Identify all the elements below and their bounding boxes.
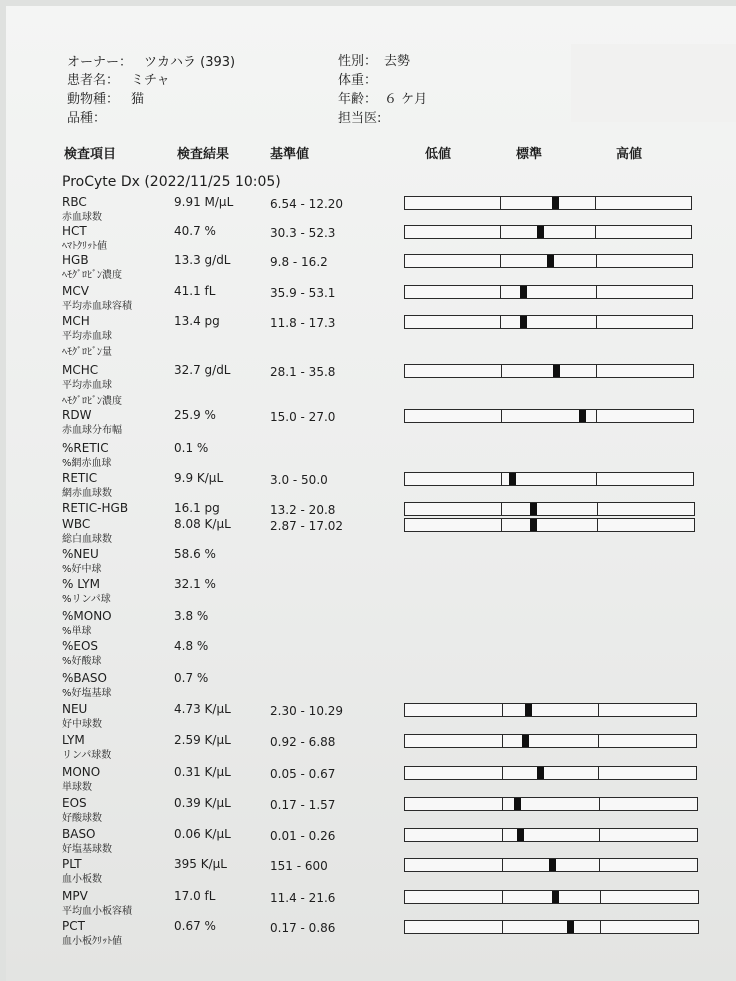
row-result: 0.31 K/µL: [174, 765, 231, 779]
range-bar: [404, 518, 695, 532]
range-bar: [404, 734, 697, 748]
range-bar: [404, 797, 698, 811]
doctor-label: 担当医:: [338, 111, 382, 126]
column-high: 高値: [616, 147, 643, 162]
row-code: HCT: [62, 224, 87, 238]
range-divider: [596, 286, 597, 298]
row-result: 32.1 %: [174, 577, 216, 591]
range-divider: [596, 255, 597, 267]
range-divider: [595, 226, 596, 238]
row-result: 58.6 %: [174, 547, 216, 561]
species-value: 猫: [131, 92, 145, 107]
range-marker: [520, 316, 527, 328]
row-name: ﾍﾓｸﾞﾛﾋﾞﾝ量: [62, 347, 112, 358]
sex-label: 性別：: [338, 54, 378, 69]
row-result: 0.7 %: [174, 671, 209, 685]
column-normal: 標準: [516, 147, 543, 162]
range-divider: [595, 197, 596, 209]
row-code: % LYM: [62, 577, 100, 591]
row-code: EOS: [62, 796, 87, 810]
range-bar: [404, 315, 693, 329]
row-result: 25.9 %: [174, 408, 216, 422]
row-range: 2.30 - 10.29: [270, 704, 344, 718]
range-bar: [404, 196, 692, 210]
row-result: 9.9 K/µL: [174, 471, 224, 485]
range-divider: [599, 859, 600, 871]
row-code: MCH: [62, 314, 90, 328]
row-code: RETIC-HGB: [62, 501, 129, 515]
range-divider: [502, 859, 503, 871]
row-name: 赤血球数: [62, 212, 102, 223]
range-bar: [404, 225, 692, 239]
range-marker: [520, 286, 527, 298]
row-name: %好酸球: [62, 656, 102, 667]
row-result: 2.59 K/µL: [174, 733, 231, 747]
row-code: BASO: [62, 827, 96, 841]
range-divider: [501, 503, 502, 515]
range-divider: [596, 365, 597, 377]
row-result: 4.73 K/µL: [174, 702, 231, 716]
row-result: 9.91 M/µL: [174, 195, 234, 209]
row-range: 30.3 - 52.3: [270, 226, 336, 240]
row-range: 151 - 600: [270, 859, 328, 873]
range-marker: [517, 829, 524, 841]
range-divider: [598, 735, 599, 747]
row-code: RBC: [62, 195, 87, 209]
row-result: 32.7 g/dL: [174, 363, 231, 377]
species-label: 動物種：: [67, 92, 120, 107]
row-code: %EOS: [62, 639, 99, 653]
range-divider: [597, 503, 598, 515]
row-code: MPV: [62, 889, 88, 903]
range-bar: [404, 766, 697, 780]
row-range: 0.92 - 6.88: [270, 735, 336, 749]
range-marker: [537, 226, 544, 238]
row-code: PCT: [62, 919, 85, 933]
range-divider: [596, 410, 597, 422]
owner-value: ツカハラ (393): [144, 55, 236, 70]
row-name: ﾍﾓｸﾞﾛﾋﾞﾝ濃度: [62, 396, 122, 407]
range-marker: [514, 798, 521, 810]
row-result: 16.1 pg: [174, 501, 220, 515]
column-result: 検査結果: [177, 147, 230, 162]
range-divider: [598, 767, 599, 779]
row-name: 好塩基球数: [62, 844, 112, 855]
row-result: 8.08 K/µL: [174, 517, 231, 531]
row-range: 3.0 - 50.0: [270, 473, 328, 487]
range-bar: [404, 703, 697, 717]
range-marker: [522, 735, 529, 747]
range-divider: [502, 767, 503, 779]
range-divider: [500, 197, 501, 209]
range-bar: [404, 254, 693, 268]
row-code: %MONO: [62, 609, 112, 623]
row-result: 3.8 %: [174, 609, 209, 623]
row-name: 平均赤血球: [62, 331, 112, 342]
column-item: 検査項目: [64, 147, 117, 162]
row-code: MCHC: [62, 363, 99, 377]
range-marker: [537, 767, 544, 779]
row-code: %NEU: [62, 547, 99, 561]
row-result: 4.8 %: [174, 639, 209, 653]
row-name: 平均赤血球容積: [62, 301, 132, 312]
row-range: 6.54 - 12.20: [270, 197, 344, 211]
row-code: HGB: [62, 253, 89, 267]
range-divider: [596, 473, 597, 485]
row-name: ﾍﾏﾄｸﾘｯﾄ値: [62, 241, 107, 252]
range-divider: [597, 519, 598, 531]
row-result: 41.1 fL: [174, 284, 216, 298]
row-code: RDW: [62, 408, 92, 422]
row-name: 赤血球分布幅: [62, 425, 122, 436]
range-marker: [549, 859, 556, 871]
row-range: 0.17 - 1.57: [270, 798, 336, 812]
row-name: %リンパ球: [62, 594, 111, 605]
range-divider: [600, 921, 601, 933]
range-bar: [404, 890, 699, 904]
range-marker: [567, 921, 574, 933]
row-code: NEU: [62, 702, 88, 716]
range-marker: [547, 255, 554, 267]
range-divider: [501, 519, 502, 531]
range-divider: [500, 286, 501, 298]
range-marker: [552, 891, 559, 903]
row-code: WBC: [62, 517, 91, 531]
range-divider: [502, 829, 503, 841]
range-marker: [552, 197, 559, 209]
row-result: 0.67 %: [174, 919, 216, 933]
redacted-area: [571, 44, 736, 122]
row-range: 15.0 - 27.0: [270, 410, 336, 424]
row-range: 2.87 - 17.02: [270, 519, 344, 533]
row-name: 平均赤血球: [62, 380, 112, 391]
owner-label: オーナー：: [67, 55, 133, 70]
row-name: 単球数: [62, 782, 92, 793]
range-bar: [404, 285, 693, 299]
row-name: 総白血球数: [62, 534, 112, 545]
row-name: リンパ球数: [62, 750, 112, 761]
range-divider: [600, 891, 601, 903]
row-name: 好中球数: [62, 719, 102, 730]
weight-label: 体重：: [338, 73, 378, 88]
row-range: 0.05 - 0.67: [270, 767, 336, 781]
row-range: 0.17 - 0.86: [270, 921, 336, 935]
range-divider: [500, 226, 501, 238]
row-code: MONO: [62, 765, 101, 779]
range-divider: [502, 921, 503, 933]
row-code: PLT: [62, 857, 82, 871]
row-name: 血小板数: [62, 874, 102, 885]
range-divider: [598, 704, 599, 716]
range-bar: [404, 502, 695, 516]
range-marker: [509, 473, 516, 485]
range-divider: [500, 255, 501, 267]
age-value: ６ ケ月: [384, 92, 428, 107]
sex-value: 去勢: [384, 54, 411, 69]
range-divider: [502, 891, 503, 903]
row-name: %単球: [62, 626, 92, 637]
range-divider: [599, 829, 600, 841]
range-marker: [525, 704, 532, 716]
row-result: 0.06 K/µL: [174, 827, 231, 841]
range-divider: [596, 316, 597, 328]
row-code: RETIC: [62, 471, 98, 485]
range-divider: [501, 410, 502, 422]
row-code: MCV: [62, 284, 89, 298]
row-code: %RETIC: [62, 441, 109, 455]
range-divider: [500, 316, 501, 328]
row-name: 好酸球数: [62, 813, 102, 824]
range-bar: [404, 472, 694, 486]
row-result: 40.7 %: [174, 224, 216, 238]
range-divider: [502, 704, 503, 716]
row-result: 13.4 pg: [174, 314, 220, 328]
row-range: 28.1 - 35.8: [270, 365, 336, 379]
row-code: LYM: [62, 733, 85, 747]
range-bar: [404, 858, 698, 872]
row-name: 血小板ｸﾘｯﾄ値: [62, 936, 122, 947]
row-name: %好中球: [62, 564, 102, 575]
range-bar: [404, 364, 694, 378]
range-divider: [599, 798, 600, 810]
row-range: 13.2 - 20.8: [270, 503, 336, 517]
patient-label: 患者名：: [67, 73, 120, 88]
range-divider: [501, 473, 502, 485]
row-result: 17.0 fL: [174, 889, 216, 903]
range-marker: [553, 365, 560, 377]
range-divider: [502, 798, 503, 810]
row-code: %BASO: [62, 671, 107, 685]
row-range: 11.4 - 21.6: [270, 891, 336, 905]
row-range: 0.01 - 0.26: [270, 829, 336, 843]
row-name: 網赤血球数: [62, 488, 112, 499]
range-divider: [501, 365, 502, 377]
range-marker: [530, 519, 537, 531]
patient-value: ミチャ: [131, 73, 170, 88]
range-marker: [530, 503, 537, 515]
row-range: 11.8 - 17.3: [270, 316, 336, 330]
row-result: 395 K/µL: [174, 857, 227, 871]
row-name: %好塩基球: [62, 688, 112, 699]
column-low: 低値: [425, 147, 452, 162]
row-result: 0.1 %: [174, 441, 209, 455]
age-label: 年齢：: [338, 92, 378, 107]
row-name: %網赤血球: [62, 458, 112, 469]
row-name: 平均血小板容積: [62, 906, 132, 917]
range-marker: [579, 410, 586, 422]
row-range: 9.8 - 16.2: [270, 255, 328, 269]
range-bar: [404, 828, 698, 842]
row-result: 0.39 K/µL: [174, 796, 231, 810]
range-divider: [502, 735, 503, 747]
range-bar: [404, 920, 699, 934]
row-name: ﾍﾓｸﾞﾛﾋﾞﾝ濃度: [62, 270, 122, 281]
section-title: ProCyte Dx (2022/11/25 10:05): [62, 174, 281, 190]
range-bar: [404, 409, 694, 423]
breed-label: 品種：: [67, 111, 107, 126]
row-result: 13.3 g/dL: [174, 253, 231, 267]
row-range: 35.9 - 53.1: [270, 286, 336, 300]
column-range: 基準値: [270, 147, 310, 162]
